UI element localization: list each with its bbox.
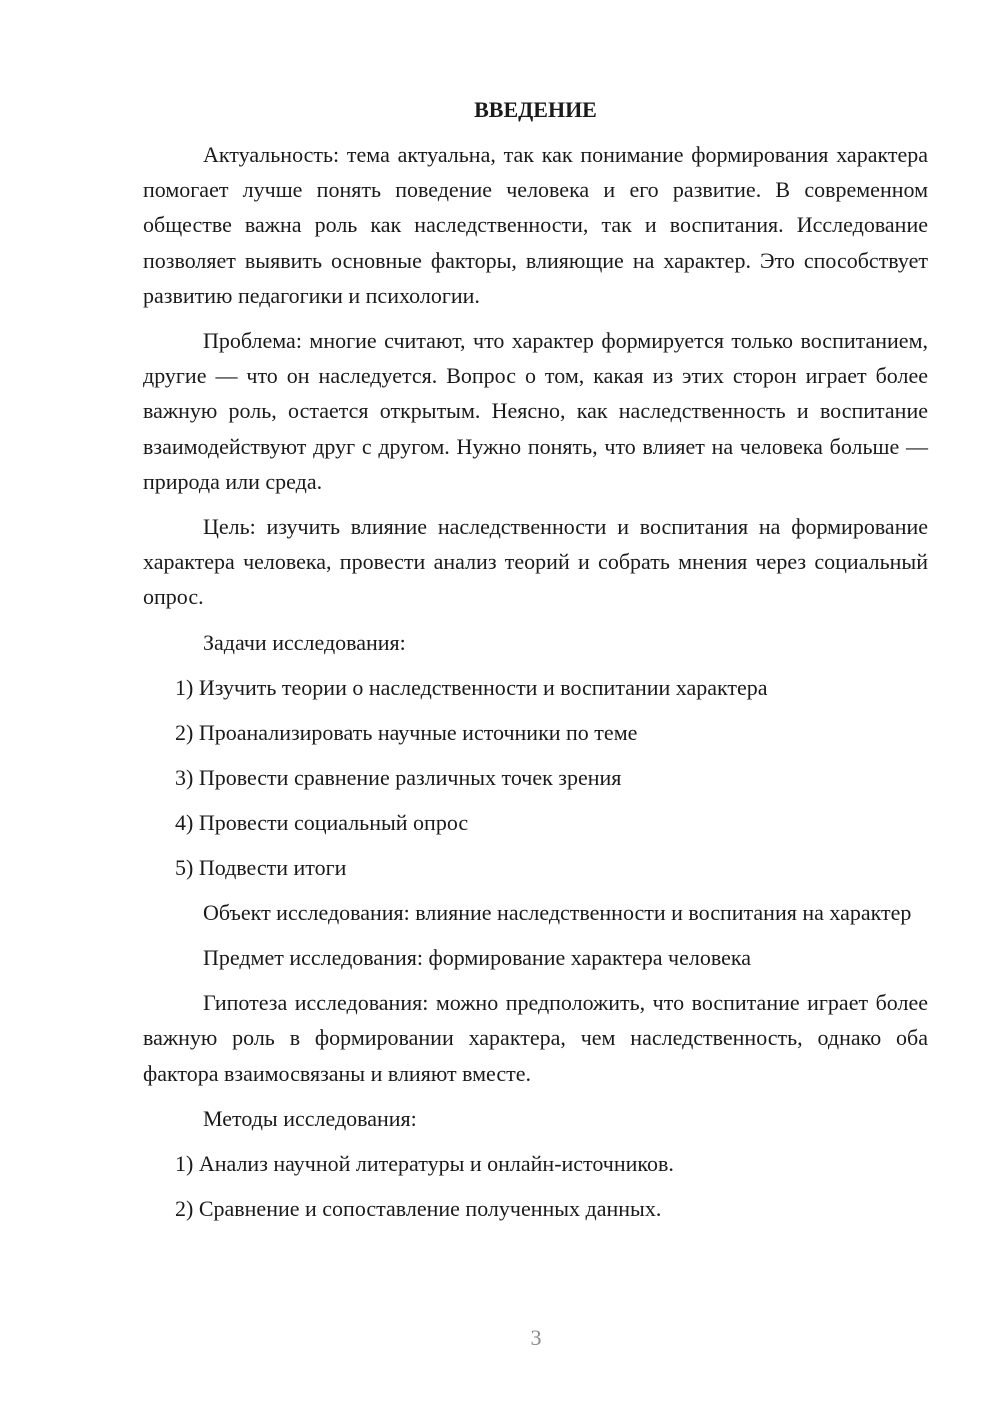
object-paragraph: Объект исследования: влияние наследственности и воспитания на характер [203,899,912,925]
document-page [143,92,928,1236]
tasks-label: Задачи исследования: [203,629,406,655]
tasks-list [143,670,928,885]
section-heading: ВВЕДЕНИЕ [474,97,597,122]
methods-list [143,1146,928,1226]
goal-paragraph: Цель: изучить влияние наследственности и воспитания на формирование характера человека, провести анализ теорий и собрать мнения через социальный опрос. [143,514,928,610]
list-item: 3) Провести сравнение различных точек зрения [175,764,622,790]
list-item: 2) Проанализировать научные источники по теме [175,719,638,745]
list-item: 4) Провести социальный опрос [175,809,469,835]
relevance-paragraph: Актуальность: тема актуальна, так как понимание формирования характера помогает лучше понять поведение человека и его развитие. В современном обществе важна роль как наследственности, так и воспитания. Исследование позволяет выявить основные факторы, влияющие на характер. Это способствует развитию педагогики и психологии. [143,142,928,308]
problem-paragraph: Проблема: многие считают, что характер формируется только воспитанием, другие — что он наследуется. Вопрос о том, какая из этих сторон играет более важную роль, остается открытым. Неясно, как наследственность и воспитание взаимодействуют друг с другом. Нужно понять, что влияет на человека больше — природа или среда. [143,328,928,494]
list-item: 1) Изучить теории о наследственности и воспитании характера [175,674,768,700]
hypothesis-paragraph: Гипотеза исследования: можно предположить, что воспитание играет более важную роль в формировании характера, чем наследственность, однако оба фактора взаимосвязаны и влияют вместе. [143,990,928,1086]
list-item: 1) Анализ научной литературы и онлайн-источников. [175,1151,674,1177]
subject-paragraph: Предмет исследования: формирование характера человека [203,945,751,971]
page-number: 3 [530,1325,542,1350]
list-item: 2) Сравнение и сопоставление полученных данных. [175,1196,662,1222]
methods-label: Методы исследования: [203,1105,417,1131]
list-item: 5) Подвести итоги [175,854,347,880]
